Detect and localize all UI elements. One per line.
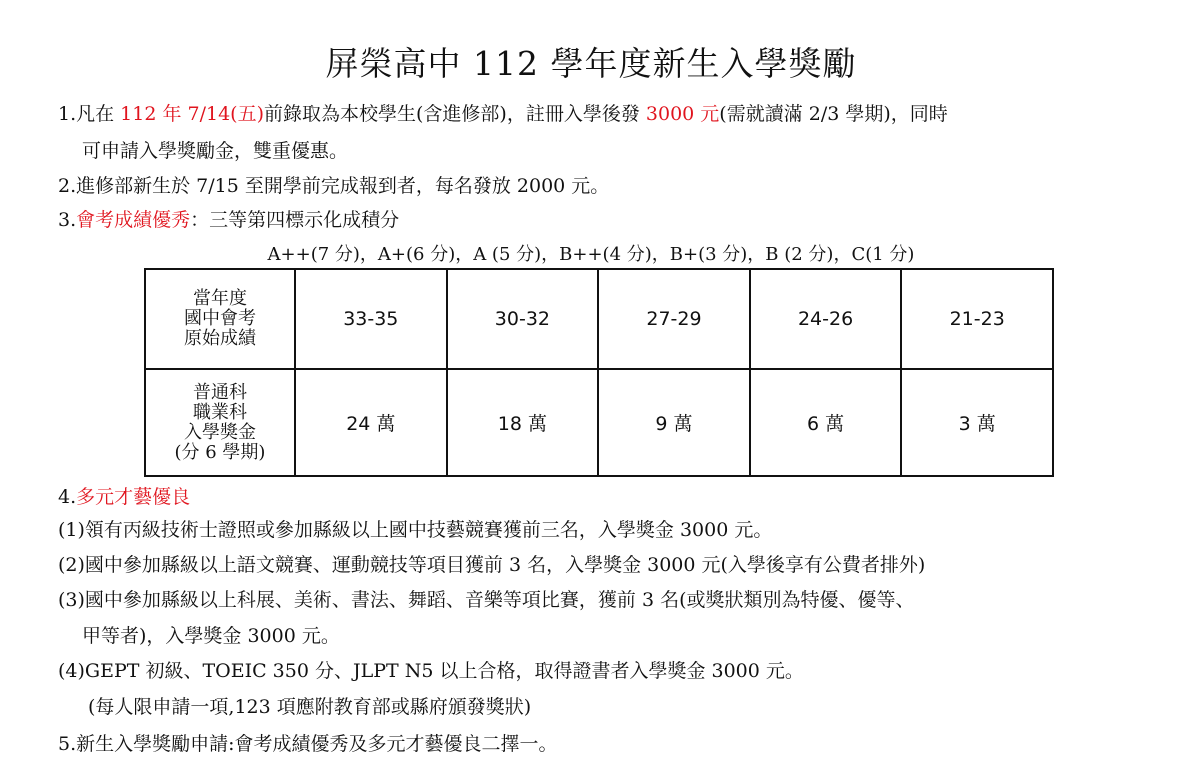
score-cell: 27-29	[598, 269, 750, 369]
item-1-deadline: 112 年 7/14(五)	[120, 103, 265, 125]
item-4-2: (2)國中參加縣級以上語文競賽、運動競技等項目獲前 3 名，入學獎金 3000 元(入學後享有公費者排外)	[58, 554, 926, 576]
award-cell: 18 萬	[447, 369, 599, 476]
item-1-suffix: (需就讀滿 2/3 學期)，同時	[719, 103, 948, 125]
award-cell: 3 萬	[901, 369, 1053, 476]
row-header-awards: 普通科 職業科 入學獎金 (分 6 學期)	[145, 369, 295, 476]
item-5: 5.新生入學獎勵申請:會考成績優秀及多元才藝優良二擇一。	[58, 733, 558, 755]
score-cell: 30-32	[447, 269, 599, 369]
item-3-heading	[58, 207, 399, 233]
page-title: 屏榮高中 112 學年度新生入學獎勵	[325, 44, 857, 83]
table-row-scores	[145, 269, 1053, 369]
award-cell: 24 萬	[295, 369, 447, 476]
item-3-suffix: ：三等第四標示化成積分	[190, 209, 400, 231]
item-4-red-label: 多元才藝優良	[76, 486, 191, 508]
item-4-3-line-1: (3)國中參加縣級以上科展、美術、書法、舞蹈、音樂等項比賽，獲前 3 名(或獎狀類別為特優、優等、	[58, 589, 915, 611]
award-cell: 9 萬	[598, 369, 750, 476]
award-cell: 6 萬	[750, 369, 902, 476]
row-header-scores: 當年度 國中會考 原始成績	[145, 269, 295, 369]
item-1-line-1	[58, 101, 948, 127]
grade-scale: A++(7 分)，A+(6 分)，A (5 分)，B++(4 分)，B+(3 分)，B (2 分)，C(1 分)	[267, 244, 915, 265]
award-table	[144, 268, 1054, 477]
item-1-prefix: 1.凡在	[58, 103, 121, 125]
item-4-3-line-2: 甲等者)，入學獎金 3000 元。	[82, 625, 340, 647]
item-3-prefix: 3.	[58, 209, 77, 231]
item-1-middle: 前錄取為本校學生(含進修部)，註冊入學後發	[264, 103, 646, 125]
item-4-1: (1)領有丙級技術士證照或參加縣級以上國中技藝競賽獲前三名，入學獎金 3000 元。	[58, 519, 773, 541]
item-2: 2.進修部新生於 7/15 至開學前完成報到者，每名發放 2000 元。	[58, 175, 610, 197]
table-row-awards	[145, 369, 1053, 476]
item-4-4: (4)GEPT 初級、TOEIC 350 分、JLPT N5 以上合格，取得證書者入學獎金 3000 元。	[58, 660, 804, 682]
item-4-prefix: 4.	[58, 486, 77, 508]
item-3-red-label: 會考成績優秀	[76, 209, 191, 231]
item-4-heading	[58, 484, 190, 510]
score-cell: 24-26	[750, 269, 902, 369]
item-1-line-2: 可申請入學獎勵金，雙重優惠。	[82, 140, 349, 162]
item-4-note: (每人限申請一項,123 項應附教育部或縣府頒發獎狀)	[88, 696, 532, 718]
score-cell: 21-23	[901, 269, 1053, 369]
score-cell: 33-35	[295, 269, 447, 369]
item-1-amount: 3000 元	[645, 103, 720, 125]
